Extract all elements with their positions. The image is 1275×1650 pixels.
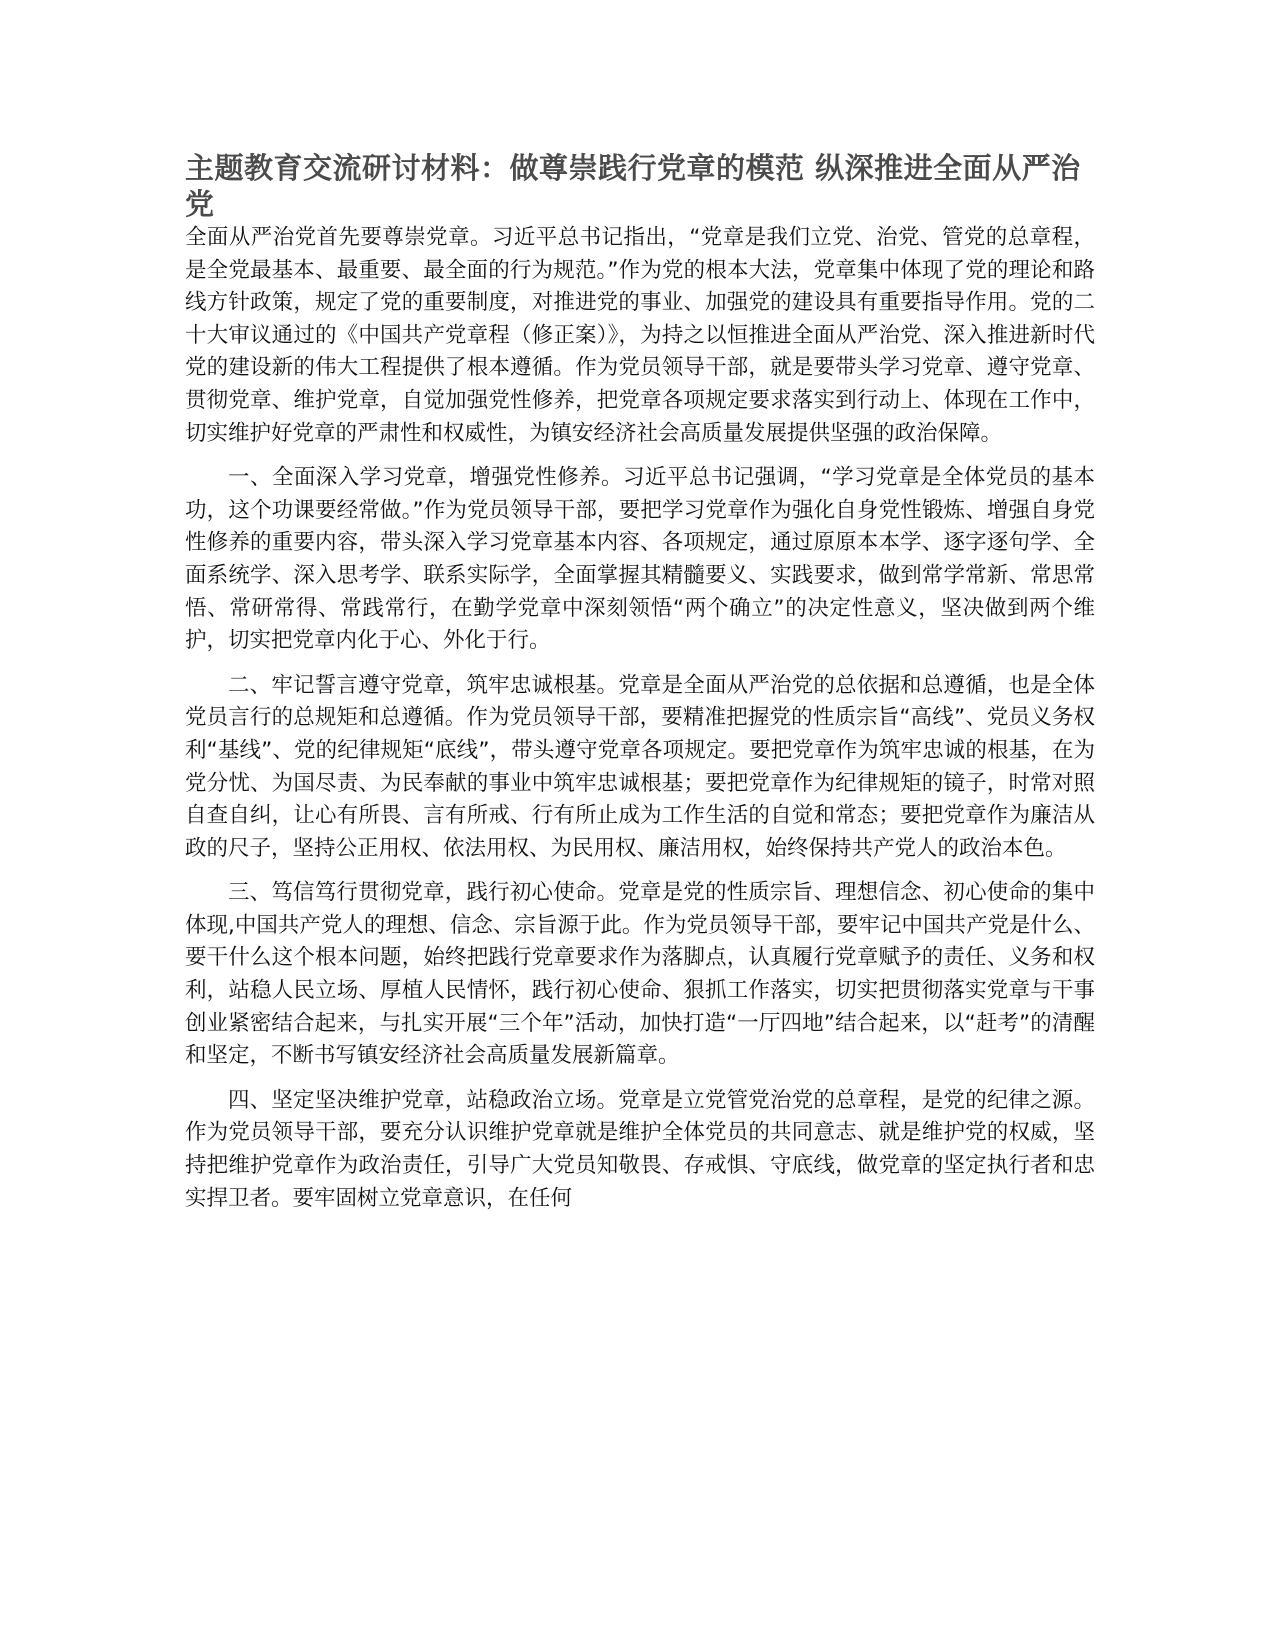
section-2-paragraph: 二、牢记誓言遵守党章，筑牢忠诚根基。党章是全面从严治党的总依据和总遵循，也是全体党员言行的总规矩和总遵循。作为党员领导干部，要精准把握党的性质宗旨“高线”、党员义务权利“基线”、党的纪律规矩“底线”，带头遵守党章各项规定。要把党章作为筑牢忠诚的根基，在为党分忧、为国尽责、为民奉献的事业中筑牢忠诚根基；要把党章作为纪律规矩的镜子，时常对照自查自纠，让心有所畏、言有所戒、行有所止成为工作生活的自觉和常态；要把党章作为廉洁从政的尺子，坚持公正用权、依法用权、为民用权、廉洁用权，始终保持共产党人的政治本色。 (185, 672, 1095, 861)
document-title: 主题教育交流研讨材料：做尊崇践行党章的模范 纵深推进全面从严治党 (185, 151, 1081, 221)
document-page (185, 150, 1095, 1215)
intro-paragraph: 全面从严治党首先要尊崇党章。习近平总书记指出，“党章是我们立党、治党、管党的总章程，是全党最基本、最重要、最全面的行为规范。”作为党的根本大法，党章集中体现了党的理论和路线方针政策，规定了党的重要制度，对推进党的事业、加强党的建设具有重要指导作用。党的二十大审议通过的《中国共产党章程（修正案）》，为持之以恒推进全面从严治党、深入推进新时代党的建设新的伟大工程提供了根本遵循。作为党员领导干部，就是要带头学习党章、遵守党章、贯彻党章、维护党章，自觉加强党性修养，把党章各项规定要求落实到行动上、体现在工作中，切实维护好党章的严肃性和权威性，为镇安经济社会高质量发展提供坚强的政治保障。 (185, 225, 1095, 446)
section-4-paragraph: 四、坚定坚决维护党章，站稳政治立场。党章是立党管党治党的总章程，是党的纪律之源。作为党员领导干部，要充分认识维护党章就是维护全体党员的共同意志、就是维护党的权威，坚持把维护党章作为政治责任，引导广大党员知敬畏、存戒惧、守底线，做党章的坚定执行者和忠实捍卫者。要牢固树立党章意识，在任何 (185, 1087, 1095, 1211)
section-3-paragraph: 三、笃信笃行贯彻党章，践行初心使命。党章是党的性质宗旨、理想信念、初心使命的集中体现,中国共产党人的理想、信念、宗旨源于此。作为党员领导干部，要牢记中国共产党是什么、要干什么这个根本问题，始终把践行党章要求作为落脚点，认真履行党章赋予的责任、义务和权利，站稳人民立场、厚植人民情怀，践行初心使命、狠抓工作落实，切实把贯彻落实党章与干事创业紧密结合起来，与扎实开展“三个年”活动，加快打造“一厅四地”结合起来，以“赶考”的清醒和坚定，不断书写镇安经济社会高质量发展新篇章。 (185, 880, 1095, 1069)
section-1-paragraph: 一、全面深入学习党章，增强党性修养。习近平总书记强调，“学习党章是全体党员的基本功，这个功课要经常做。”作为党员领导干部，要把学习党章作为强化自身党性锻炼、增强自身党性修养的重要内容，带头深入学习党章基本内容、各项规定，通过原原本本学、逐字逐句学、全面系统学、深入思考学、联系实际学，全面掌握其精髓要义、实践要求，做到常学常新、常思常悟、常研常得、常践常行，在勤学党章中深刻领悟“两个确立”的决定性意义，坚决做到两个维护，切实把党章内化于心、外化于行。 (185, 465, 1095, 654)
